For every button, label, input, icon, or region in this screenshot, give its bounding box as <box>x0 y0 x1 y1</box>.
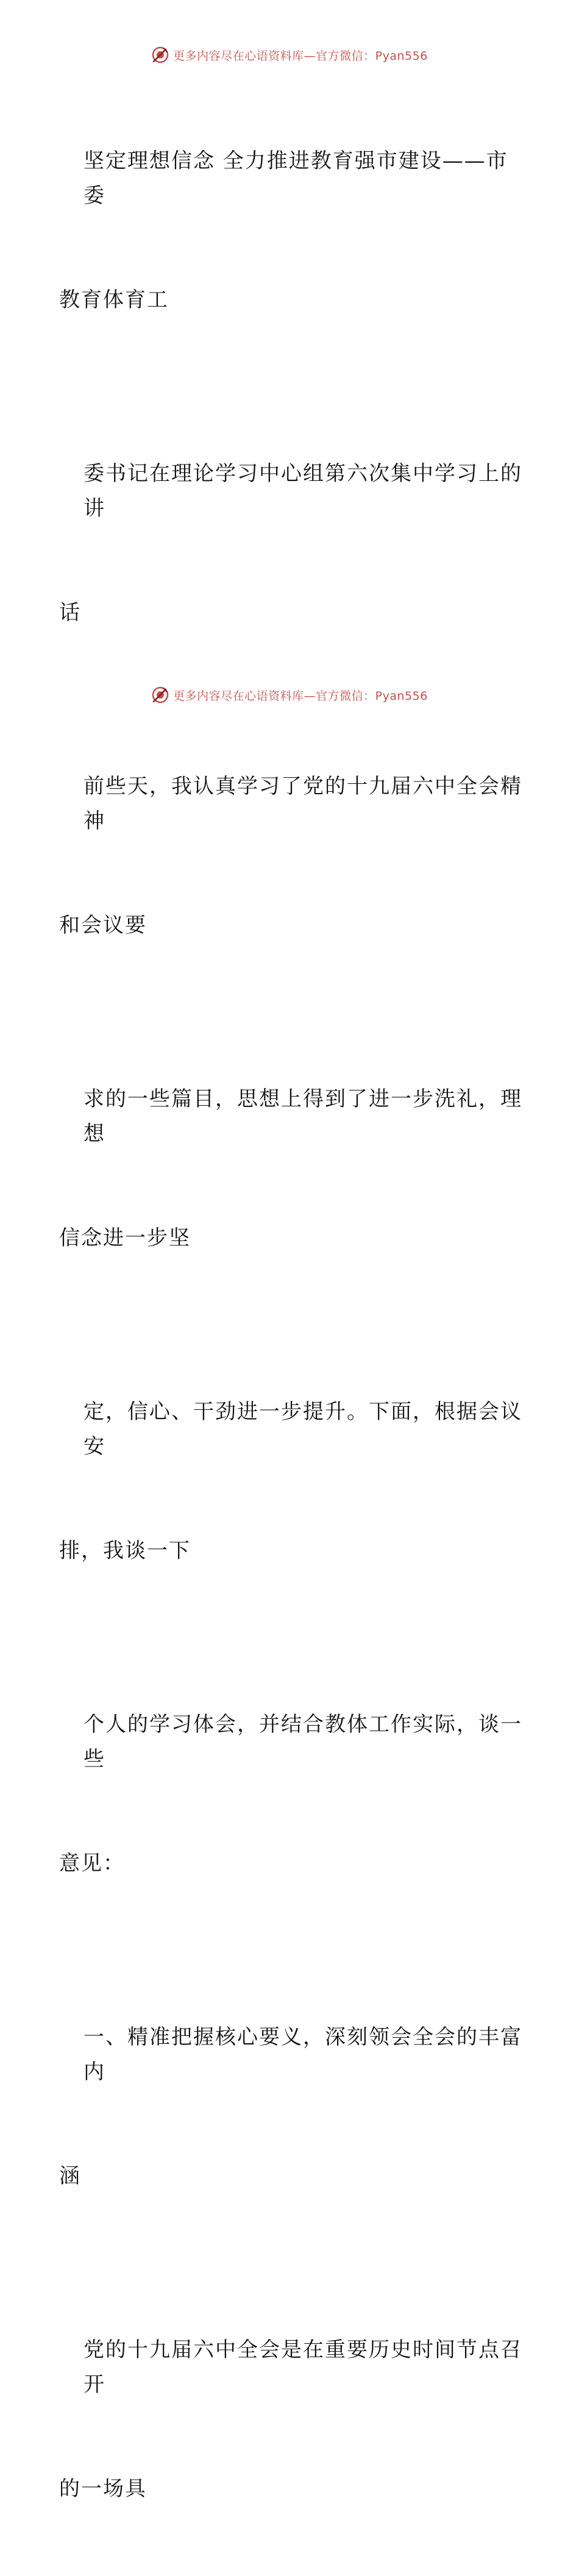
footer-watermark-banner <box>0 683 579 707</box>
paragraph-line: 排，我谈一下 <box>59 1539 191 1563</box>
paragraph-6 <box>59 1638 522 1951</box>
paragraph-line: 和会议要 <box>59 913 147 938</box>
paragraph-2 <box>59 387 522 700</box>
paragraph-line: 委书记在理论学习中心组第六次集中学习上的讲 <box>83 461 522 521</box>
pen-logo-icon <box>151 46 169 64</box>
paragraph-line: 求的一些篇目，思想上得到了进一步洗礼，理想 <box>83 1087 522 1146</box>
paragraph-5 <box>59 1325 522 1638</box>
paragraph-1 <box>59 74 522 387</box>
paragraph-8 <box>59 2263 522 2576</box>
paragraph-line: 坚定理想信念 全力推进教育强市建设——市委 <box>83 149 508 208</box>
paragraph-line: 前些天，我认真学习了党的十九届六中全会精神 <box>83 774 522 833</box>
paragraph-line: 个人的学习体会，并结合教体工作实际，谈一些 <box>83 1712 522 1771</box>
pen-logo-icon <box>151 686 169 704</box>
paragraph-4 <box>59 1012 522 1325</box>
paragraph-3 <box>59 700 522 1012</box>
document-body <box>59 74 522 2576</box>
paragraph-line: 定，信心、干劲进一步提升。下面，根据会议安 <box>83 1400 522 1459</box>
paragraph-line: 一、精准把握核心要义，深刻领会全会的丰富内 <box>83 2025 522 2084</box>
paragraph-line: 党的十九届六中全会是在重要历史时间节点召开 <box>83 2338 522 2397</box>
header-watermark-text: 更多内容尽在心语资料库—官方微信：Pyan556 <box>173 49 428 63</box>
paragraph-line: 教育体育工 <box>59 288 169 312</box>
paragraph-line: 意见： <box>59 1851 125 1876</box>
paragraph-line: 的一场具 <box>59 2477 147 2501</box>
paragraph-line: 话 <box>59 600 81 625</box>
paragraph-line: 信念进一步坚 <box>59 1226 191 1250</box>
paragraph-line: 涵 <box>59 2164 81 2188</box>
footer-watermark-text: 更多内容尽在心语资料库—官方微信：Pyan556 <box>173 689 428 703</box>
paragraph-7 <box>59 1951 522 2263</box>
header-watermark-banner <box>0 43 579 67</box>
